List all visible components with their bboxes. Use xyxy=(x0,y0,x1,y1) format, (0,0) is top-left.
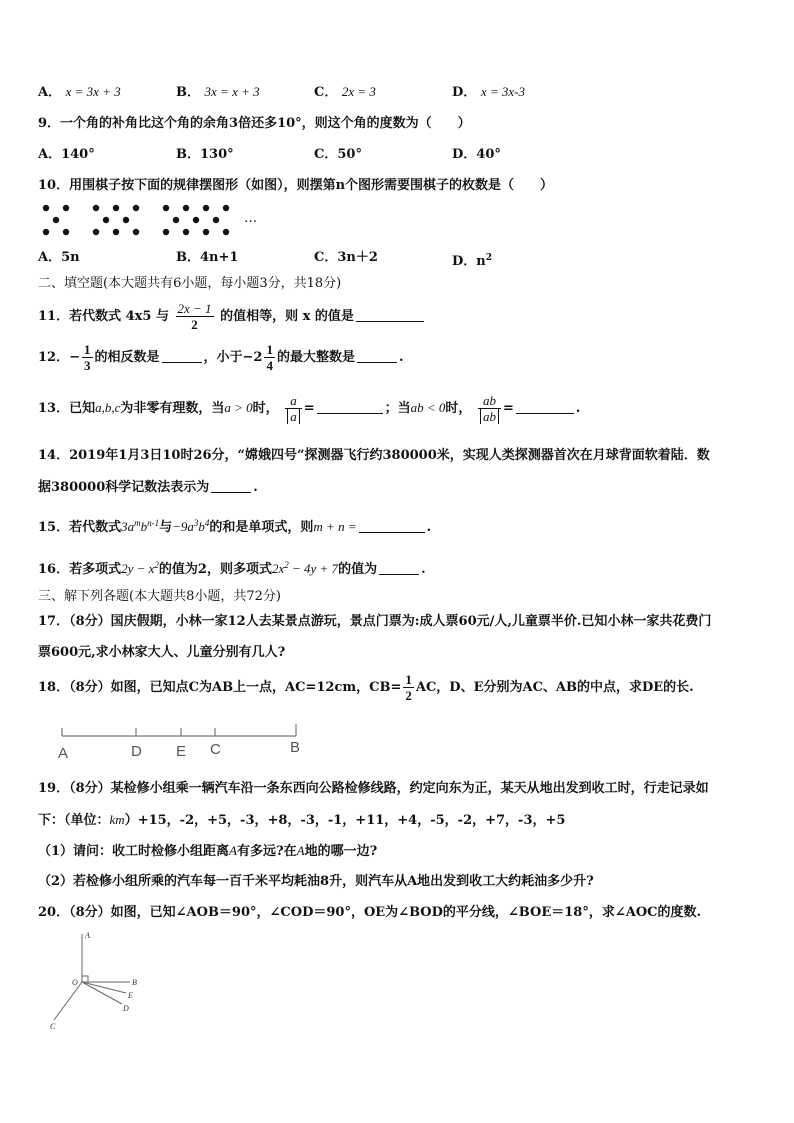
angle-figure xyxy=(46,926,166,1036)
q9-stem: 9．一个角的补角比这个角的余角3倍还多10°，则这个角的度数为（ ） xyxy=(38,116,471,131)
label-o: O xyxy=(72,978,78,987)
q9-option-d: D．40° xyxy=(452,147,501,162)
q10-option-a: A．5n xyxy=(38,250,80,265)
q16: 16．若多项式$2y - x^2$的值为2，则多项式$2x^2 - 4y + 7$的值为 . xyxy=(38,560,426,577)
q11-fraction: $\frac{2x - 1}{2}$ xyxy=(177,301,212,332)
q11-blank[interactable] xyxy=(356,309,424,322)
q8-option-a: A． x = 3x + 3 xyxy=(38,84,121,100)
q15-blank[interactable] xyxy=(359,520,425,533)
q12: 12．− $\frac{1}{3}$ 的相反数是 ，小于−2 $\frac{1}{4}$ 的最大整数是 . xyxy=(38,342,404,373)
q10-option-b: B．4n+1 xyxy=(176,250,239,265)
q16-blank[interactable] xyxy=(379,562,419,575)
label-b: B xyxy=(132,978,137,987)
q10-stem: 10．用围棋子按下面的规律摆图形（如图），则摆第n个图形需要围棋子的枚数是（ ） xyxy=(38,178,554,193)
q12-blank-2[interactable] xyxy=(357,350,397,363)
q13-blank-2[interactable] xyxy=(516,401,574,414)
q17-line-1: 17．（8分）国庆假期，小林一家12人去某景点游玩，景点门票为:成人票60元/人,儿童票半价.已知小林一家共花费门 xyxy=(38,614,712,629)
q18-stem: 18．（8分）如图，已知点C为AB上一点，AC=12cm，CB= $\frac{1}{2}$ AC，D、E分别为AC、AB的中点，求DE的长. xyxy=(38,672,694,703)
q17-line-2: 票600元,求小林家大人、儿童分别有几人? xyxy=(38,645,286,660)
q20-stem: 20．（8分）如图，已知∠AOB＝90°，∠COD＝90°，OE为∠BOD的平分线，∠BOE＝18°，求∠AOC的度数. xyxy=(38,905,702,920)
q15: 15．若代数式$3a^mb^{n-1}$与$-9a^3b^4$的和是单项式，则m + n = . xyxy=(38,518,432,535)
q11: 11．若代数式 4x5 与 $\frac{2x - 1}{2}$ 的值相等，则 x 的值是 xyxy=(38,300,426,334)
label-c: C xyxy=(210,741,221,758)
q9-option-c: C．50° xyxy=(314,147,362,162)
label-e: E xyxy=(128,991,133,1000)
q8-option-d: D． x = 3x-3 xyxy=(452,84,525,100)
label-d: D xyxy=(123,1004,129,1013)
q19-line-2: 下：（单位：km）+15，-2，+5，-3，+8，-3，-1，+11，+4，-5，-2，+7，-3，+5 xyxy=(38,812,566,828)
q10-option-c: C．3n＋2 xyxy=(314,250,378,265)
q10-ellipsis: … xyxy=(244,211,257,226)
section-2-heading: 二、填空题(本大题共有6小题，每小题3分，共18分) xyxy=(38,276,342,291)
label-a: A xyxy=(58,745,69,762)
segment-figure xyxy=(50,720,320,766)
q19-sub-1: （1）请问：收工时检修小组距离A有多远?在A地的哪一边? xyxy=(38,843,378,859)
label-b: B xyxy=(290,739,301,756)
q19-line-1: 19．（8分）某检修小组乘一辆汽车沿一条东西向公路检修线路，约定向东为正，某天从地出发到收工时，行走记录如 xyxy=(38,781,709,796)
q13: 13．已知a,b,c为非零有理数，当a > 0时， $\frac{a}{a}$ = ；当ab < 0时， $\frac{ab}{ab}$ = . xyxy=(38,393,581,424)
section-3-heading: 三、解下列各题(本大题共8小题，共72分) xyxy=(38,589,281,604)
label-a: A xyxy=(85,931,90,940)
q19-sub-2: （2）若检修小组所乘的汽车每一百千米平均耗油8升，则汽车从A地出发到收工大约耗油多少升? xyxy=(38,874,594,889)
q10-option-d: D．$n^2$ xyxy=(452,253,492,269)
q9-option-a: A．140° xyxy=(38,147,95,162)
label-e: E xyxy=(176,743,187,760)
q8-option-c: C． 2x = 3 xyxy=(314,84,376,100)
label-c: C xyxy=(50,1022,56,1031)
q14-blank[interactable] xyxy=(211,480,251,493)
q8-option-b: B． 3x = x + 3 xyxy=(176,84,260,100)
q13-blank-1[interactable] xyxy=(317,401,383,414)
go-stones-figure xyxy=(38,202,268,240)
q14-line-2: 据380000科学记数法表示为 . xyxy=(38,480,258,495)
q9-option-b: B．130° xyxy=(176,147,234,162)
q12-blank-1[interactable] xyxy=(162,350,202,363)
q14-line-1: 14．2019年1月3日10时26分，“嫦娥四号”探测器飞行约380000米，实现人类探测器首次在月球背面软着陆．数 xyxy=(38,448,710,463)
label-d: D xyxy=(131,743,142,760)
